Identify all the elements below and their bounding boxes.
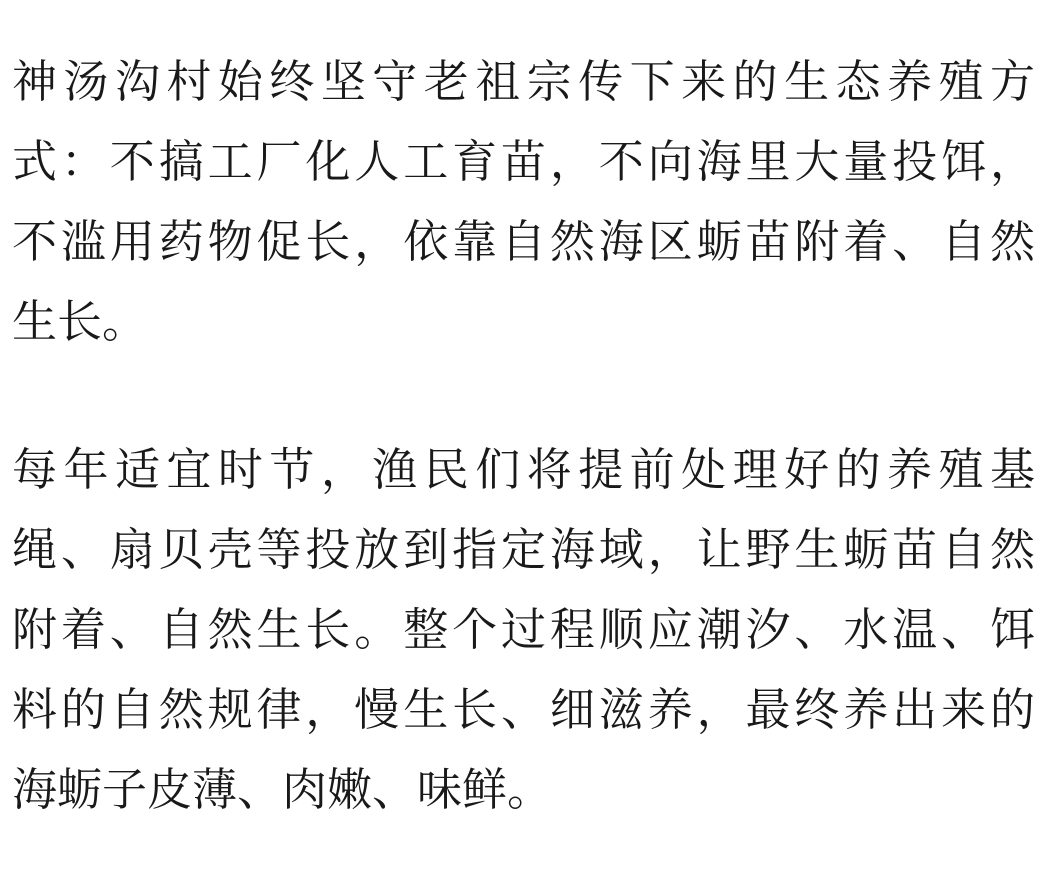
paragraph-2 [12, 430, 1035, 830]
paragraph-line: 生长。 [12, 296, 148, 347]
paragraph-line: 式：不搞工厂化人工育苗，不向海里大量投饵， [12, 136, 1035, 187]
paragraph-1 [12, 42, 1035, 362]
paragraph-line: 不滥用药物促长，依靠自然海区蛎苗附着、自然 [12, 216, 1035, 267]
paragraph-line: 海蛎子皮薄、肉嫩、味鲜。 [12, 764, 553, 815]
paragraph-line: 附着、自然生长。整个过程顺应潮汐、水温、饵 [12, 604, 1035, 655]
paragraph-line: 绳、扇贝壳等投放到指定海域，让野生蛎苗自然 [12, 524, 1035, 575]
paragraph-line: 每年适宜时节，渔民们将提前处理好的养殖基 [12, 444, 1035, 495]
paragraph-line: 神汤沟村始终坚守老祖宗传下来的生态养殖方 [12, 56, 1035, 107]
paragraph-line: 料的自然规律，慢生长、细滋养，最终养出来的 [12, 684, 1035, 735]
